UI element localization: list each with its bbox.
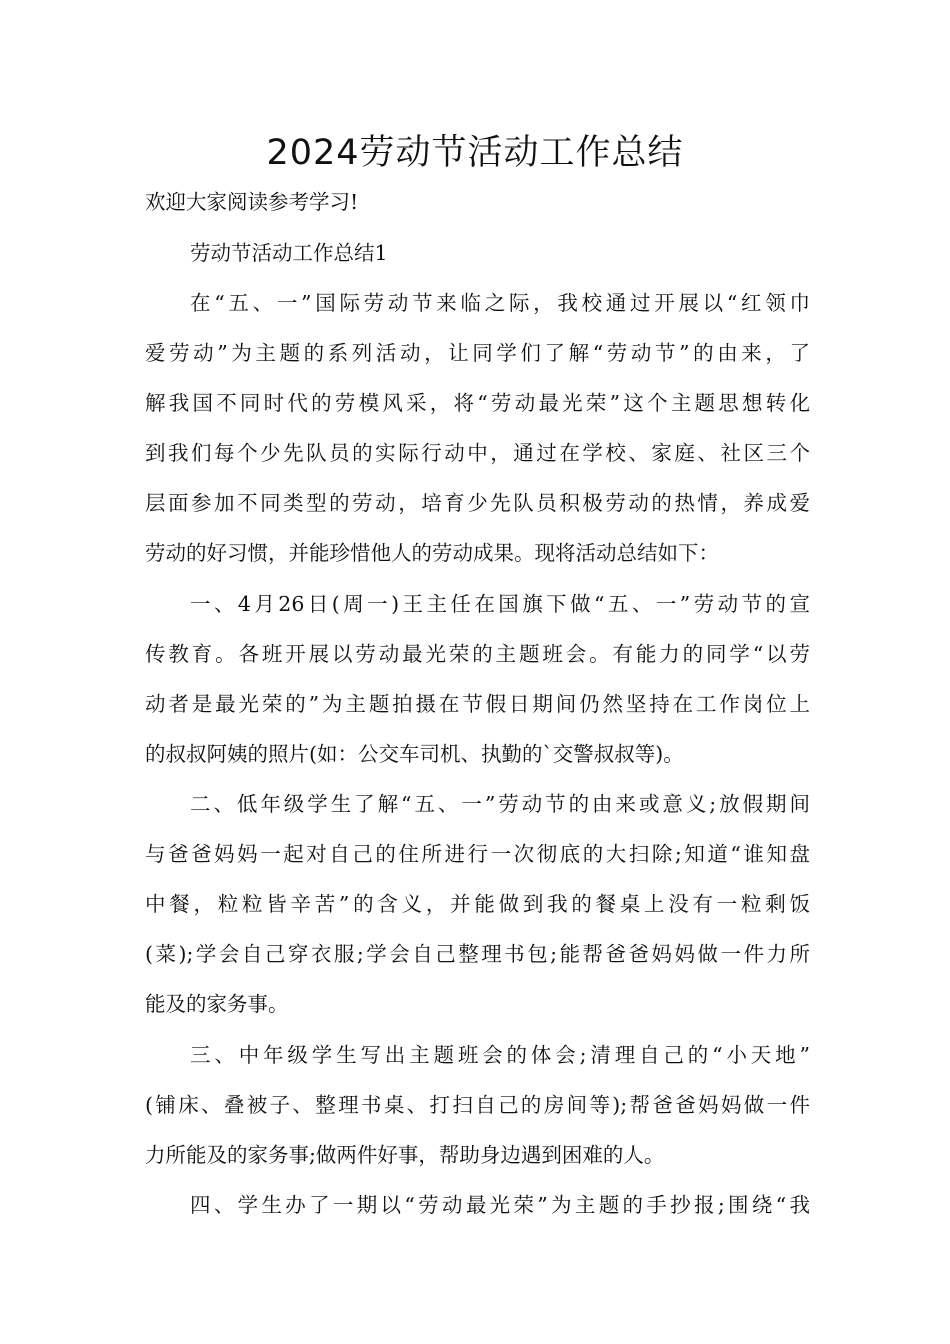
paragraph-line: 劳动的好习惯，并能珍惜他人的劳动成果。现将活动总结如下：: [145, 541, 719, 565]
paragraph-line: 爱劳动”为主题的系列活动，让同学们了解“劳动节”的由来，了: [145, 341, 810, 365]
page-title: 2024劳动节活动工作总结: [266, 133, 684, 173]
paragraph-line: 动者是最光荣的”为主题拍摄在节假日期间仍然坚持在工作岗位上: [145, 692, 810, 716]
paragraph-line: 能及的家务事。: [145, 992, 289, 1016]
paragraph-line: 四、学生办了一期以“劳动最光荣”为主题的手抄报;围绕“我: [190, 1193, 810, 1217]
paragraph-line: 三、中年级学生写出主题班会的体会;清理自己的“小天地”: [190, 1043, 810, 1067]
paragraph-line: 到我们每个少先队员的实际行动中，通过在学校、家庭、社区三个: [145, 441, 810, 465]
intro-line: 欢迎大家阅读参考学习!: [145, 190, 359, 214]
section-heading: 劳动节活动工作总结1: [190, 241, 388, 265]
paragraph-line: (铺床、叠被子、整理书桌、打扫自己的房间等);帮爸爸妈妈做一件: [145, 1093, 810, 1117]
paragraph-line: 二、低年级学生了解“五、一”劳动节的由来或意义;放假期间: [190, 792, 810, 816]
paragraph-line: 解我国不同时代的劳模风采，将“劳动最光荣”这个主题思想转化: [145, 391, 810, 415]
paragraph-line: 力所能及的家务事;做两件好事，帮助身边遇到困难的人。: [145, 1143, 665, 1167]
paragraph-line: 一、4月26日(周一)王主任在国旗下做“五、一”劳动节的宣: [190, 592, 810, 616]
paragraph-line: 传教育。各班开展以劳动最光荣的主题班会。有能力的同学“以劳: [145, 642, 810, 666]
paragraph-line: 中餐，粒粒皆辛苦”的含义，并能做到我的餐桌上没有一粒剩饭: [145, 892, 810, 916]
paragraph-line: 在“五、一”国际劳动节来临之际，我校通过开展以“红领巾: [190, 291, 810, 315]
paragraph-line: 的叔叔阿姨的照片(如：公交车司机、执勤的`交警叔叔等)。: [145, 742, 684, 766]
paragraph-line: 与爸爸妈妈一起对自己的住所进行一次彻底的大扫除;知道“谁知盘: [145, 842, 810, 866]
paragraph-line: (菜);学会自己穿衣服;学会自己整理书包;能帮爸爸妈妈做一件力所: [145, 942, 810, 966]
paragraph-line: 层面参加不同类型的劳动，培育少先队员积极劳动的热情，养成爱: [145, 491, 810, 515]
